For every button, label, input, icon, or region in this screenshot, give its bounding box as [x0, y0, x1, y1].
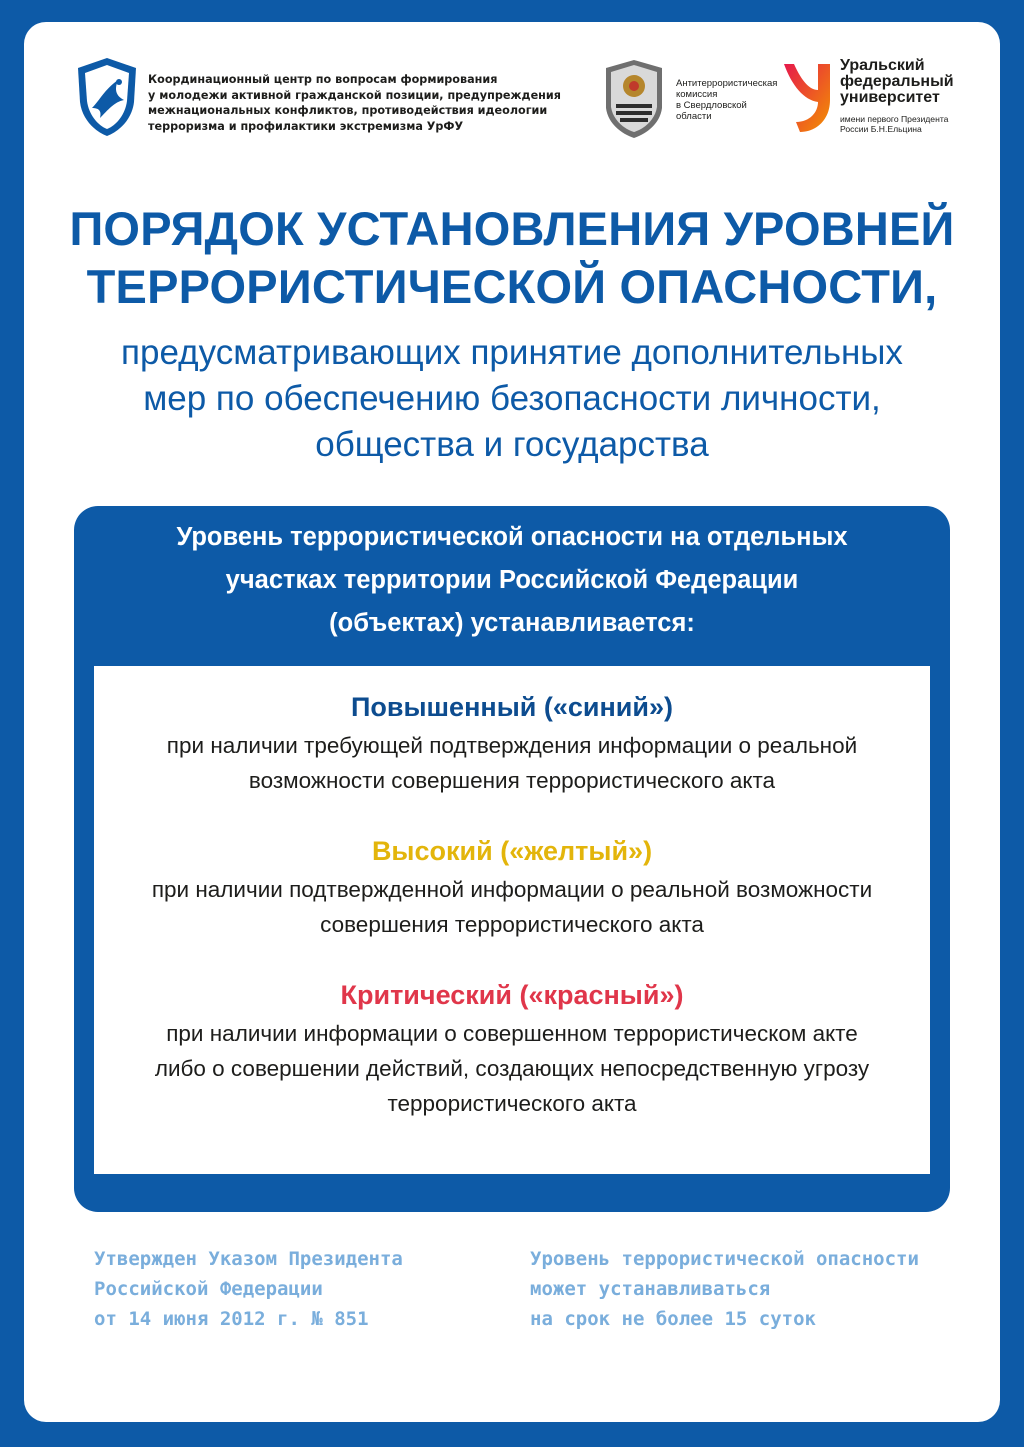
- level-high: [94, 834, 930, 942]
- decree-note: Утвержден Указом Президента Российской Федерации от 14 июня 2012 г. № 851: [94, 1248, 403, 1330]
- shield-dove-icon: [74, 56, 140, 138]
- level-elevated: [94, 690, 930, 798]
- level-description: при наличии информации о совершенном террористическом акте либо о совершении действий, создающих непосредственную угрозу террористического акта: [154, 1021, 870, 1116]
- level-description: при наличии подтвержденной информации о реальной возможности совершения террористического акта: [151, 877, 873, 937]
- levels-list: [94, 666, 930, 1174]
- level-name: Критический («красный»): [340, 980, 684, 1010]
- level-name: Высокий («желтый»): [371, 836, 653, 866]
- page-subtitle: предусматривающих принятие дополнительных мер по обеспечению безопасности личности, общества и государства: [121, 333, 903, 464]
- duration-note: Уровень террористической опасности может устанавливаться на срок не более 15 суток: [530, 1248, 919, 1330]
- commission-name: Антитеррористическая комиссия в Свердловской области: [676, 78, 778, 122]
- level-name: Повышенный («синий»): [351, 692, 673, 722]
- panel-heading: Уровень террористической опасности на отдельных участках территории Российской Федерации (объектах) устанавливается:: [176, 523, 848, 637]
- coordination-center-name: Координационный центр по вопросам формирования у молодежи активной гражданской позиции, предупреждения межнациональных конфликтов, противодействия идеологии терроризма и профилактики экстремизма УрФУ: [148, 73, 561, 133]
- level-description: при наличии требующей подтверждения информации о реальной возможности совершения террористического акта: [166, 733, 858, 793]
- university-subtitle: имени первого Президента России Б.Н.Ельцина: [840, 114, 949, 134]
- levels-panel: [74, 506, 950, 1212]
- level-critical: [94, 978, 930, 1121]
- poster-sheet: [24, 22, 1000, 1422]
- university-name: Уральский федеральный университет: [840, 57, 954, 106]
- coordination-center-logo: [74, 56, 140, 138]
- commission-emblem-icon: [602, 58, 666, 140]
- urfu-logo-icon: [780, 60, 834, 136]
- page-title: ПОРЯДОК УСТАНОВЛЕНИЯ УРОВНЕЙ ТЕРРОРИСТИЧЕСКОЙ ОПАСНОСТИ,: [69, 202, 955, 313]
